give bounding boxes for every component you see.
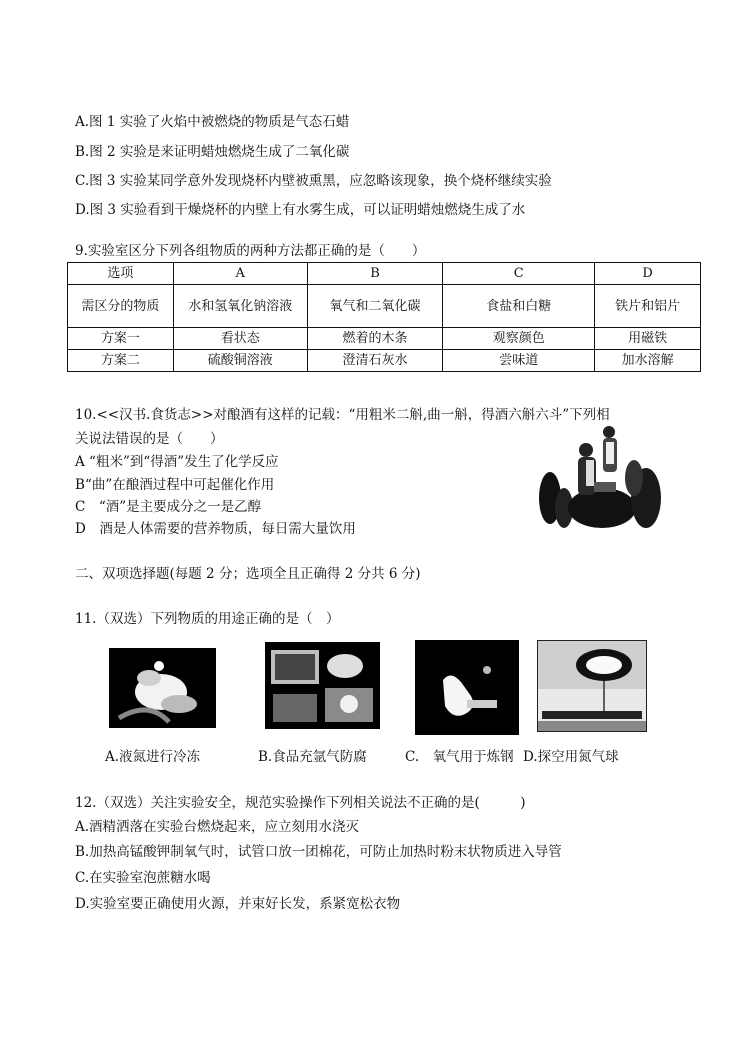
brewing-illustration (534, 420, 668, 532)
table-row (68, 328, 701, 350)
q11-caption-c: C. 氧气用于炼钢 (405, 749, 514, 765)
q11-caption-b: B.食品充氩气防腐 (258, 749, 367, 765)
table-cell: 需区分的物质 (68, 285, 174, 328)
q8-option-b: B.图 2 实验是来证明蜡烛燃烧生成了二氧化碳 (75, 144, 350, 160)
section2-heading: 二、双项选择题(每题 2 分；选项全且正确得 2 分共 6 分) (75, 566, 421, 582)
balloon-photo (537, 640, 647, 732)
table-cell: D (595, 263, 701, 285)
q9-question: 9.实验室区分下列各组物质的两种方法都正确的是（ ） (75, 243, 426, 259)
q10-option-c: C “酒”是主要成分之一是乙醇 (75, 499, 262, 515)
q11-caption-d: D.探空用氮气球 (523, 749, 619, 765)
q12-option-d: D.实验室要正确使用火源，并束好长发，系紧宽松衣物 (75, 896, 401, 912)
table-cell: 食盐和白糖 (443, 285, 595, 328)
table-cell: 用磁铁 (595, 328, 701, 350)
q11-caption-a: A.液氮进行冷冻 (105, 749, 201, 765)
q10-option-a: A “粗米”到“得酒”发生了化学反应 (75, 454, 279, 470)
table-cell: 方案二 (68, 350, 174, 372)
table-cell: 硫酸铜溶液 (173, 350, 307, 372)
table-cell: A (173, 263, 307, 285)
table-cell: B (307, 263, 443, 285)
table-cell: 方案一 (68, 328, 174, 350)
steelmaking-photo (415, 640, 519, 735)
q11-question: 11.（双选）下列物质的用途正确的是（ ） (75, 611, 340, 627)
table-cell: 铁片和铝片 (595, 285, 701, 328)
table-cell: 观察颜色 (443, 328, 595, 350)
q12-option-b: B.加热高锰酸钾制氧气时，试管口放一团棉花，可防止加热时粉末状物质进入导管 (75, 844, 562, 860)
table-cell: 尝味道 (443, 350, 595, 372)
q12-option-a: A.酒精洒落在实验台燃烧起来，应立刻用水浇灭 (75, 819, 360, 835)
table-row (68, 285, 701, 328)
table-cell: 选项 (68, 263, 174, 285)
table-cell: 水和氢氧化钠溶液 (173, 285, 307, 328)
table-cell: 加水溶解 (595, 350, 701, 372)
table-cell: 看状态 (173, 328, 307, 350)
table-cell: C (443, 263, 595, 285)
q10-option-d: D 酒是人体需要的营养物质，每日需大量饮用 (75, 521, 356, 537)
q8-option-a: A.图 1 实验了火焰中被燃烧的物质是气态石蜡 (75, 114, 350, 130)
table-cell: 燃着的木条 (307, 328, 443, 350)
q12-question: 12.（双选）关注实验安全，规范实验操作下列相关说法不正确的是( ) (75, 795, 526, 811)
q8-option-d: D.图 3 实验看到干燥烧杯的内壁上有水雾生成，可以证明蜡烛燃烧生成了水 (75, 202, 526, 218)
table-cell: 澄清石灰水 (307, 350, 443, 372)
q12-option-c: C.在实验室泡蔗糖水喝 (75, 870, 211, 886)
liquid-nitrogen-photo (109, 648, 216, 728)
q8-option-c: C.图 3 实验某同学意外发现烧杯内壁被熏黑，应忽略该现象，换个烧杯继续实验 (75, 173, 552, 189)
q10-question-line1: 10.<<汉书.食货志>>对酿酒有这样的记载：“用粗米二斛,曲一斛，得酒六斛六斗”下列相 (75, 407, 610, 423)
q10-option-b: B“曲”在酿酒过程中可起催化作用 (75, 477, 275, 493)
q9-table (67, 262, 701, 372)
table-row (68, 350, 701, 372)
q10-question-line2: 关说法错误的是（ ） (75, 431, 224, 447)
table-header-row (68, 263, 701, 285)
food-packaging-photo (265, 642, 380, 729)
table-cell: 氧气和二氧化碳 (307, 285, 443, 328)
